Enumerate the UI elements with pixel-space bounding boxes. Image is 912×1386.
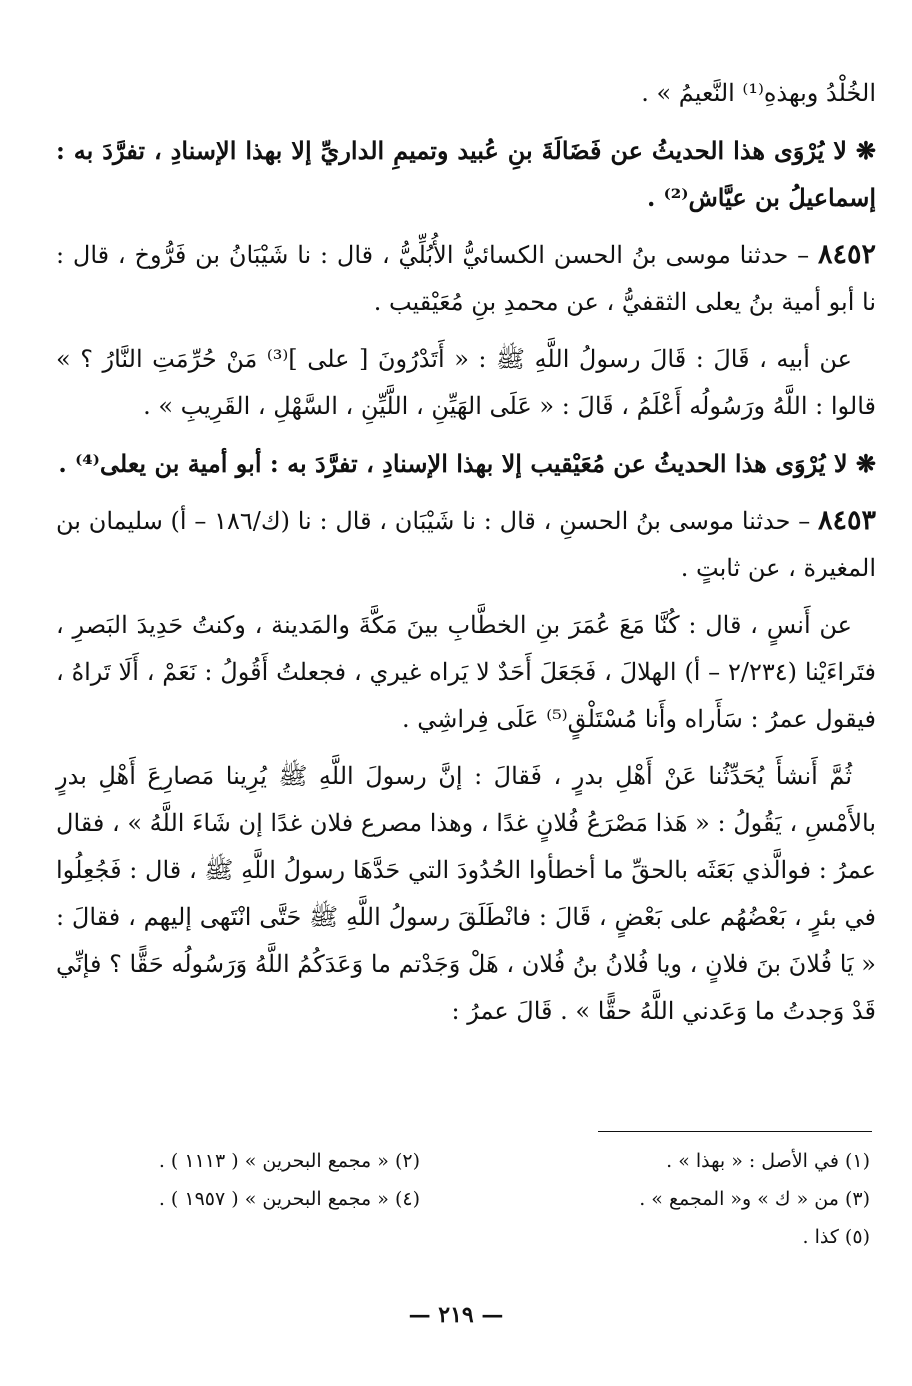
footnote-row — [80, 1218, 870, 1256]
footnote-4: (٤) « مجمع البحرين » ( ١٩٥٧ ) . — [158, 1188, 420, 1210]
hadith-8453-chain — [56, 497, 876, 592]
footnote-1: (١) في الأصل : « بهذا » . — [666, 1150, 870, 1172]
hadith-8453-body-1: عن أَنسٍ ، قال : كُنَّا مَعَ عُمَرَ بنِ الخطَّابِ بينَ مَكَّةَ والمَدينة ، وكنتُ حَدِيدَ البَصرِ ، فتَراءَيْنا (٢/٢٣٤ – أ) الهلالَ ، فَجَعَلَ أَحَدٌ لا يَراه غيري ، فجعلتُ أَقُولُ : نَعَمْ ، أَلَا تَراهُ ، فيقول عمرُ : سَأَراه وأَنا مُسْتَلْقٍ⁽⁵⁾ عَلَى فِراشِي . — [56, 611, 877, 733]
footnote-2: (٢) « مجمع البحرين » ( ١١١٣ ) . — [158, 1150, 420, 1172]
footnote-5: (٥) كذا . — [802, 1226, 870, 1248]
footnote-divider — [598, 1131, 872, 1132]
footnote-row — [80, 1180, 870, 1218]
footnotes — [80, 1142, 870, 1256]
paragraph-continuation: الخُلْدُ وبهذهِ⁽¹⁾ النَّعيمُ » . — [641, 79, 876, 107]
hadith-8453-body-2: ثُمَّ أَنشأَ يُحَدِّثُنا عَنْ أَهْلِ بدرٍ ، فَقالَ : إنَّ رسولَ اللَّهِ ﷺ يُرِينا مَصارِعَ أَهْلِ بدرٍ بالأَمْسِ ، يَقُولُ : « هَذا مَصْرَعُ فُلانٍ غدًا ، وهذا مصرع فلان غدًا إن شَاءَ اللَّهُ » ، فقال عمرُ : فوالَّذي بَعَثَه بالحقِّ ما أخطأوا الحُدُودَ التي حَدَّهَا رسولُ اللَّهِ ﷺ ، قال : فَجُعِلُوا في بئرٍ ، بَعْضُهُم على بَعْضٍ ، قَالَ : فانْطَلَقَ رسولُ اللَّهِ ﷺ حَتَّى انْتَهى إليهم ، فقالَ : « يَا فُلانَ بنَ فلانٍ ، ويا فُلانُ بنُ فُلان ، هَلْ وَجَدْتم ما وَعَدَكُمُ اللَّهُ وَرَسُولُه حَقًّا ؟ فإنِّي قَدْ وَجدتُ ما وَعَدني اللَّهُ حقًّا » . قَالَ عمرُ : — [55, 762, 877, 1025]
footnote-row — [80, 1142, 870, 1180]
page-body — [56, 70, 876, 1045]
page-number: — ٢١٩ — — [408, 1302, 504, 1328]
hadith-note-1: ❋ لا يُرْوَى هذا الحديثُ عن فَضَالَةَ بنِ عُبيد وتميمِ الداريِّ إلا بهذا الإسنادِ ، تفرَّدَ به : إسماعيلُ بن عيَّاش⁽²⁾ . — [56, 136, 876, 212]
hadith-8452-note: ❋ لا يُرْوَى هذا الحديثُ عن مُعَيْقيب إلا بهذا الإسنادِ ، تفرَّدَ به : أبو أمية بن يعلى⁽⁴⁾ . — [58, 449, 876, 478]
hadith-number: ٨٤٥٢ — [818, 239, 877, 270]
hadith-chain-text: – حدثنا موسى بنُ الحسن الكسائيُّ الأُبُلِّيُّ ، قال : نا شَيْبَانُ بن فَرُّوخ ، قال : نا أبو أمية بنُ يعلى الثقفيُّ ، عن محمدِ بنِ مُعَيْقيب . — [56, 241, 876, 316]
hadith-8452-body: عن أبيه ، قَالَ : قَالَ رسولُ اللَّهِ ﷺ : « أَتَدْرُونَ [ على ]⁽³⁾ مَنْ حُرِّمَتِ النَّارُ ؟ » قالوا : اللَّهُ ورَسُولُه أَعْلَمُ ، قَالَ : « عَلَى الهَيِّنِ ، اللَّيِّنِ ، السَّهْلِ ، القَرِيبِ » . — [56, 345, 876, 420]
hadith-number: ٨٤٥٣ — [817, 505, 876, 536]
hadith-8452-chain — [56, 231, 876, 326]
hadith-chain-text: – حدثنا موسى بنُ الحسنِ ، قال : نا شَيْبَان ، قال : نا (ك/١٨٦ – أ) سليمان بن المغيرة ، عن ثابتٍ . — [56, 507, 876, 582]
footnote-3: (٣) من « ك » و« المجمع » . — [639, 1188, 870, 1210]
